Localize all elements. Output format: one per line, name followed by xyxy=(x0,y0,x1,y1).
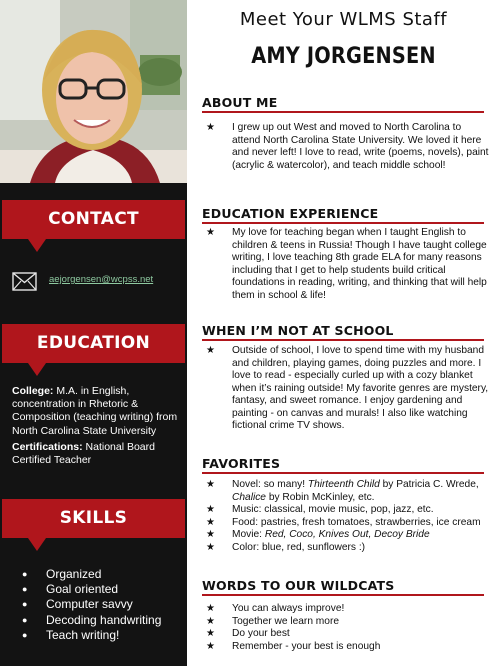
contact-heading: CONTACT xyxy=(2,200,185,239)
skill-item: ● Organized xyxy=(22,567,161,582)
page-title: Meet Your WLMS Staff xyxy=(239,9,448,30)
education-details xyxy=(12,385,182,470)
movie-titles: Red, Coco, Knives Out, Decoy Bride xyxy=(264,529,430,540)
about-text: ★ I grew up out West and moved to North Carolina to attend North Carolina State University. We loved it here and never left! I love to read, write (poems, novels), paint (acrylic & watercolor), and teach middle school! xyxy=(205,122,491,172)
wildcats-divider xyxy=(202,594,484,596)
skill-item: ● Decoding handwriting xyxy=(22,613,161,628)
education-experience-text: ★ My love for teaching began when I taught English to children & teens in Russia! Though I have taught college writing, I love teaching 8th grade ELA for many reasons including that I get to help students build critical foundations in reading, writing, and thinking that will help them in school & life! xyxy=(205,227,491,302)
college-text: M.A. in English, concentration in Rhetoric & Composition (teaching writing) from North Carolina State University xyxy=(12,385,178,437)
sidebar xyxy=(0,0,187,666)
profile-photo xyxy=(0,0,187,183)
mail-icon xyxy=(12,272,37,291)
contact-row xyxy=(12,270,187,292)
wildcats-list xyxy=(205,603,491,653)
favorite-food: ★ Food: pastries, fresh tomatoes, strawberries, ice cream xyxy=(205,517,491,530)
novel-author: by Patricia C. Wrede, xyxy=(379,479,479,490)
not-at-school-section xyxy=(205,345,491,433)
favorite-novel xyxy=(205,479,491,504)
favorite-color: ★ Color: blue, red, sunflowers :) xyxy=(205,542,491,555)
certifications-entry xyxy=(12,441,182,467)
certifications-label: Certifications: xyxy=(12,440,83,453)
novel-title: Chalice xyxy=(232,491,266,503)
skill-item: ● Teach writing! xyxy=(22,628,161,643)
college-entry xyxy=(12,385,182,438)
favorites-divider xyxy=(202,472,484,474)
skill-item: ● Goal oriented xyxy=(22,582,161,597)
novel-title: Thirteenth Child xyxy=(307,479,380,490)
wildcats-heading: WORDS TO OUR WILDCATS xyxy=(202,578,395,593)
about-divider xyxy=(202,111,484,113)
not-at-school-text: ★ Outside of school, I love to spend time with my husband and children, playing games, doing puzzles and more. I love to read - especially curled up with a cozy blanket when it’s raining outside! My favorite genres are mystery, fantasy, and sweet romance. I enjoy gardening and painting - on canvas and murals! I also like watching fictional crime TV shows. xyxy=(205,345,491,433)
wildcat-message: ★ Remember - your best is enough xyxy=(205,641,491,654)
novel-author: by Robin McKinley, etc. xyxy=(265,491,375,503)
skills-heading: SKILLS xyxy=(2,499,185,538)
novel-prefix: Novel: so many! xyxy=(232,479,308,490)
profile-photo-illustration xyxy=(0,0,187,183)
wildcat-message: ★ You can always improve! xyxy=(205,603,491,616)
not-at-school-divider xyxy=(202,339,484,341)
skills-list xyxy=(22,567,161,643)
email-link[interactable]: aejorgensen@wcpss.net xyxy=(49,274,154,285)
wildcat-message: ★ Do your best xyxy=(205,628,491,641)
staff-name: AMY JORGENSEN xyxy=(251,44,436,69)
education-experience-section xyxy=(205,227,491,302)
education-experience-heading: EDUCATION EXPERIENCE xyxy=(202,206,379,221)
wildcat-message: ★ Together we learn more xyxy=(205,616,491,629)
about-heading: ABOUT ME xyxy=(202,95,278,110)
movie-prefix: Movie: xyxy=(232,529,265,540)
main-content xyxy=(187,0,500,666)
not-at-school-heading: WHEN I’M NOT AT SCHOOL xyxy=(202,323,394,338)
skill-item: ● Computer savvy xyxy=(22,597,161,612)
favorites-list xyxy=(205,479,491,554)
certifications-text: National Board Certified Teacher xyxy=(12,440,155,467)
about-section xyxy=(205,122,491,172)
favorite-music: ★ Music: classical, movie music, pop, jazz, etc. xyxy=(205,504,491,517)
favorites-heading: FAVORITES xyxy=(202,456,281,471)
education-divider xyxy=(202,222,484,224)
favorite-movie xyxy=(205,529,491,542)
education-heading: EDUCATION xyxy=(2,324,185,363)
college-label: College: xyxy=(12,385,54,397)
